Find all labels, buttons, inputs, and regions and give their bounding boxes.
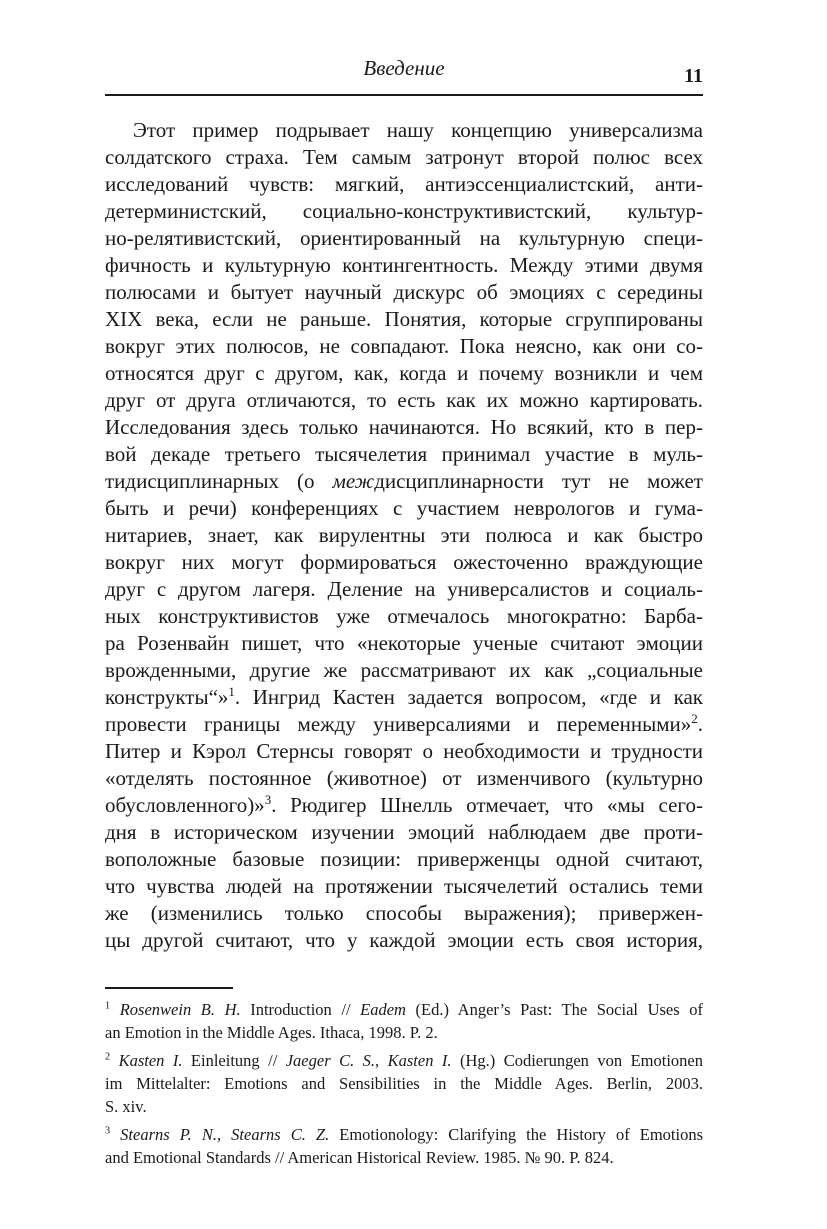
- footnote-line: an Emotion in the Middle Ages. Ithaca, 1998. P. 2.: [105, 1023, 438, 1042]
- footnote: [105, 1123, 703, 1169]
- body-line: воположные базовые позиции: приверженцы одной считают,: [105, 847, 703, 871]
- footnotes-block: [105, 998, 703, 1169]
- body-line: полюсами и бытует научный дискурс об эмоциях с середины: [105, 280, 703, 304]
- body-line: фичность и культурную контингентность. Между этими двумя: [105, 253, 703, 277]
- footnote-line: $^2$ Kasten I. Einleitung // Jaeger C. S., Kasten I. (Hg.) Codierungen von Emotionen: [105, 1051, 703, 1070]
- body-line: дня в историческом изучении эмоций наблюдаем две проти-: [105, 820, 703, 844]
- running-title: Введение: [363, 56, 445, 80]
- body-line: исследований чувств: мягкий, антиэссенциалистский, анти-: [105, 172, 703, 196]
- body-line: Исследования здесь только начинаются. Но всякий, кто в пер-: [105, 415, 703, 439]
- body-line: тидисциплинарных (о междисциплинарности тут не может: [105, 469, 703, 493]
- body-line: цы другой считают, что у каждой эмоции есть своя история,: [105, 928, 703, 952]
- footnote: [105, 998, 703, 1044]
- footnote-line: and Emotional Standards // American Historical Review. 1985. № 90. P. 824.: [105, 1148, 614, 1167]
- body-line: вокруг них могут формироваться ожесточенно враждующие: [105, 550, 703, 574]
- body-line: Питер и Кэрол Стернсы говорят о необходимости и трудности: [105, 739, 703, 763]
- body-line: друг с другом лагеря. Деление на универсалистов и социаль-: [105, 577, 703, 601]
- body-line: друг от друга отличаются, то есть как их можно картировать.: [105, 388, 703, 412]
- footnote-line: $^3$ Stearns P. N., Stearns C. Z. Emotionology: Clarifying the History of Emotions: [105, 1125, 703, 1144]
- body-line: быть и речи) конференциях с участием неврологов и гума-: [105, 496, 703, 520]
- footnote-line: $^1$ Rosenwein B. H. Introduction // Eadem (Ed.) Anger’s Past: The Social Uses of: [105, 1000, 704, 1019]
- header-rule: [105, 94, 703, 96]
- body-line: относятся друг с другом, как, когда и почему возникли и чем: [105, 361, 703, 385]
- footnote-line: im Mittelalter: Emotions and Sensibilities in the Middle Ages. Berlin, 2003.: [105, 1074, 703, 1093]
- body-line: обусловленного)»$^3$. Рюдигер Шнелль отмечает, что «мы сего-: [105, 792, 703, 817]
- body-line: детерминистский, социально-конструктивистский, культур-: [105, 199, 703, 223]
- body-line: врожденными, другие же рассматривают их как „социальные: [105, 658, 703, 682]
- body-line: ных конструктивистов уже отмечалось многократно: Барба-: [105, 604, 703, 628]
- body-line: нитариев, знает, как вирулентны эти полюса и как быстро: [105, 523, 703, 547]
- running-head: [105, 0, 703, 92]
- footnote: [105, 1049, 703, 1118]
- body-paragraph: [105, 117, 703, 954]
- body-line: провести границы между универсалиями и переменными»$^2$.: [105, 711, 703, 736]
- body-line: что чувства людей на протяжении тысячелетий остались теми: [105, 874, 703, 898]
- text-column: [105, 0, 703, 1169]
- page-number: 11: [684, 65, 703, 87]
- body-line: конструкты“»$^1$. Ингрид Кастен задается вопросом, «где и как: [105, 684, 703, 709]
- body-line: но-релятивистский, ориентированный на культурную специ-: [105, 226, 703, 250]
- footnote-line: S. xiv.: [105, 1097, 147, 1116]
- body-line: XIX века, если не раньше. Понятия, которые сгруппированы: [105, 307, 703, 331]
- footnote-separator: [105, 987, 233, 989]
- body-line: вой декаде третьего тысячелетия принимал участие в муль-: [105, 442, 703, 466]
- body-line: же (изменились только способы выражения); привержен-: [105, 901, 703, 925]
- body-line: солдатского страха. Тем самым затронут второй полюс всех: [105, 145, 703, 169]
- body-line: «отделять постоянное (животное) от изменчивого (культурно: [105, 766, 703, 790]
- body-line: ра Розенвайн пишет, что «некоторые ученые считают эмоции: [105, 631, 703, 655]
- body-line: вокруг этих полюсов, не совпадают. Пока неясно, как они со-: [105, 334, 703, 358]
- body-line: Этот пример подрывает нашу концепцию универсализма: [133, 118, 703, 142]
